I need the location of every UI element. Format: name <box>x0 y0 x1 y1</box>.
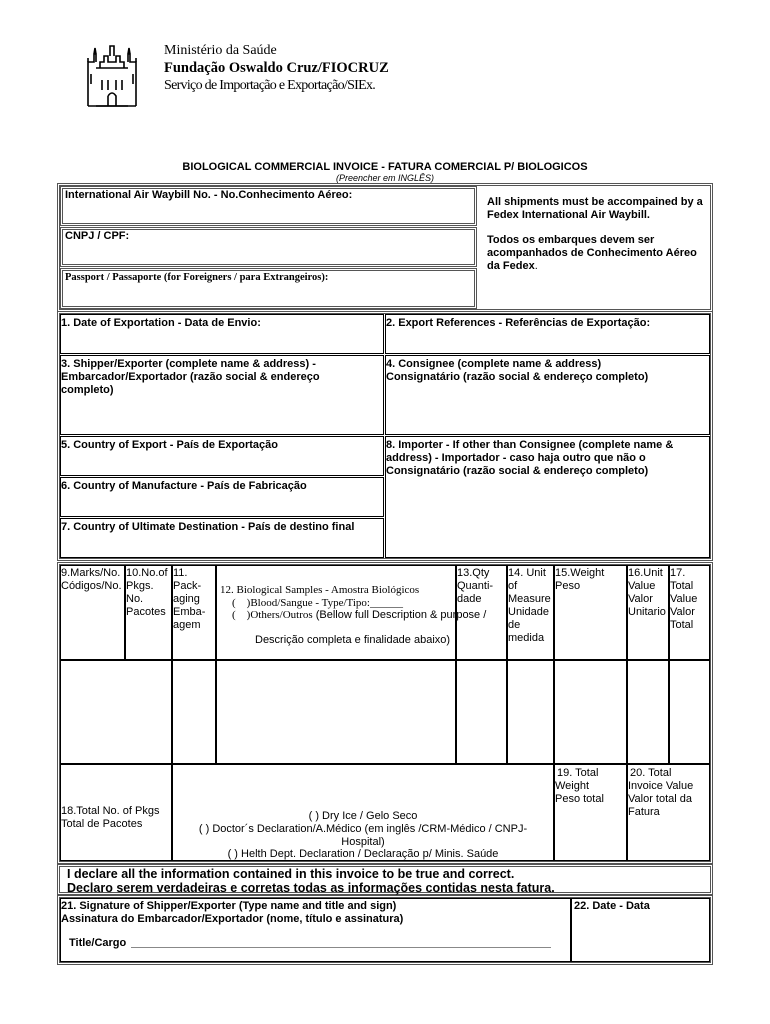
signature-label <box>61 900 403 926</box>
col-unit-label-a: 14. Unit <box>508 567 546 579</box>
field-4-label-b: Consignatário (razão social & endereço completo) <box>386 371 649 383</box>
col-total-label-b: Total <box>670 580 694 592</box>
field-country-manufacture[interactable] <box>60 477 384 517</box>
col-total-label-a: 17. <box>670 567 686 579</box>
row-qty-cell[interactable] <box>456 660 507 764</box>
col-total-label-d: Valor <box>670 606 695 618</box>
col-unit-label-d: Unidade <box>508 606 549 618</box>
field-5-label: 5. Country of Export - País de Exportação <box>61 439 278 451</box>
signature-label-b: Assinatura do Embarcador/Exportador (nome, título e assinatura) <box>61 913 404 925</box>
col-packaging-label-e: agem <box>173 619 201 631</box>
row-total-value-cell[interactable] <box>669 660 710 764</box>
doctor-declaration-a: ( ) Doctor´s Declaration/A.Médico (em inglês /CRM-Médico / CNPJ- <box>198 823 528 835</box>
col-weight-label <box>555 567 604 593</box>
total-weight-cell[interactable] <box>554 764 627 861</box>
row-samples-cell[interactable] <box>216 660 456 764</box>
col-qty-label-b: Quanti- <box>457 580 494 592</box>
title-cargo-line[interactable] <box>131 947 551 948</box>
col-total-label-c: Value <box>670 593 698 605</box>
field-6-label: 6. Country of Manufacture - País de Fabricação <box>61 480 307 492</box>
col-unit-value-label-d: Unitario <box>628 606 666 618</box>
field-1-label: 1. Date of Exportation - Data de Envio: <box>61 317 261 329</box>
notice-en: All shipments must be accompained by a Fedex International Air Waybill. <box>487 196 703 221</box>
total-weight-label-a: 19. Total <box>557 767 599 779</box>
col-samples-label-b: ( )Blood/Sangue - Type/Tipo:______ <box>232 597 403 609</box>
row-unit-value-cell[interactable] <box>627 660 669 764</box>
col-weight-label-b: Peso <box>555 580 581 592</box>
field-country-export[interactable] <box>60 436 384 476</box>
doctor-declaration-b: Hospital) <box>341 836 385 848</box>
col-pkgs-label <box>126 567 168 619</box>
col-unit-label-b: of <box>508 580 518 592</box>
total-pkgs-cell[interactable] <box>60 764 172 861</box>
row-unit-measure-cell[interactable] <box>507 660 554 764</box>
notice-pt-period: . <box>534 260 538 272</box>
col-packaging-label <box>173 567 205 632</box>
field-2-label: 2. Export References - Referências de Exportação: <box>386 317 651 329</box>
declaration-pt: Declaro serem verdadeiras e corretas todas as informações contidas nesta fatura. <box>67 881 555 895</box>
total-value-label-b: Invoice Value <box>628 780 694 792</box>
total-value-cell[interactable] <box>627 764 710 861</box>
col-packaging-header <box>172 565 216 660</box>
date-field[interactable] <box>571 898 710 962</box>
field-importer[interactable] <box>385 436 710 558</box>
ministry-name: Ministério da Saúde <box>164 43 277 58</box>
cnpj-label: CNPJ / CPF: <box>65 230 130 242</box>
title-cargo-label: Title/Cargo <box>69 937 127 949</box>
col-marks-header <box>60 565 125 660</box>
col-unit-value-label <box>628 567 666 619</box>
form-title: BIOLOGICAL COMMERCIAL INVOICE - FATURA COMERCIAL P/ BIOLOGICOS <box>182 161 588 173</box>
notice-pt-text: Todos os embarques devem ser acompanhados de Conhecimento Aéreo da Fedex <box>487 234 697 272</box>
form-subtitle: (Preencher em INGLÊS) <box>335 173 435 183</box>
field-8-label: 8. Importer - If other than Consignee (complete name & address) - Importador - caso haja outro que não o Consignatário (razão social & endereço completo) <box>386 439 674 477</box>
date-label: 22. Date - Data <box>574 900 650 912</box>
cnpj-field[interactable] <box>60 227 477 267</box>
col-marks-label <box>61 567 122 593</box>
dry-ice-option[interactable]: ( ) Dry Ice / Gelo Seco <box>308 810 418 822</box>
total-value-label <box>628 767 693 819</box>
waybill-label: International Air Waybill No. - No.Conhecimento Aéreo: <box>65 189 353 201</box>
total-weight-label <box>555 767 604 806</box>
col-unit-measure-header <box>507 565 554 660</box>
foundation-name: Fundação Oswaldo Cruz/FIOCRUZ <box>164 60 389 76</box>
field-consignee[interactable] <box>385 355 710 435</box>
health-dept-option[interactable]: ( ) Helth Dept. Declaration / Declaração p/ Minis. Saúde <box>227 848 499 860</box>
col-marks-label-a: 9.Marks/No. <box>61 567 121 579</box>
signature-field[interactable] <box>60 898 571 962</box>
col-pkgs-label-c: No. <box>126 593 144 605</box>
waybill-field[interactable] <box>60 186 477 226</box>
col-total-label-e: Total <box>670 619 694 631</box>
col-unit-measure-label <box>508 567 551 645</box>
col-unit-label-c: Measure <box>508 593 551 605</box>
doctor-declaration-option[interactable] <box>173 823 553 849</box>
col-weight-label-a: 15.Weight <box>555 567 605 579</box>
passport-field[interactable] <box>60 268 477 309</box>
field-shipper[interactable] <box>60 355 384 435</box>
col-unit-value-label-c: Valor <box>628 593 653 605</box>
col-pkgs-label-d: Pacotes <box>126 606 166 618</box>
row-marks-cell[interactable] <box>60 660 172 764</box>
col-total-value-header <box>669 565 710 660</box>
total-value-label-d: Fatura <box>628 806 660 818</box>
notice-pt <box>487 234 709 273</box>
col-qty-header <box>456 565 507 660</box>
fiocruz-logo <box>84 40 140 112</box>
total-weight-label-b: Weight <box>555 780 590 792</box>
service-name: Serviço de Importação e Exportação/SIEx. <box>164 78 376 93</box>
declarations-cell <box>172 764 554 861</box>
col-samples-label-a: 12. Biological Samples - Amostra Biológicos <box>220 584 420 596</box>
field-4-label-a: 4. Consignee (complete name & address) <box>386 358 602 370</box>
passport-label: Passport / Passaporte (for Foreigners / para Extrangeiros): <box>65 272 329 283</box>
col-qty-label-c: dade <box>457 593 482 605</box>
col-pkgs-label-b: Pkgs. <box>126 580 154 592</box>
col-weight-header <box>554 565 627 660</box>
col-unit-label-f: medida <box>508 632 545 644</box>
col-unit-value-label-a: 16.Unit <box>628 567 663 579</box>
col-packaging-label-b: Pack- <box>173 580 202 592</box>
field-country-destination[interactable] <box>60 518 384 558</box>
row-weight-cell[interactable] <box>554 660 627 764</box>
total-pkgs-label-b: Total de Pacotes <box>61 818 143 830</box>
col-qty-label-a: 13.Qty <box>457 567 490 579</box>
col-packaging-label-a: 11. <box>173 567 188 579</box>
col-qty-label <box>457 567 493 606</box>
col-pkgs-header <box>125 565 172 660</box>
col-pkgs-label-a: 10.No.of <box>126 567 168 579</box>
total-weight-label-c: Peso total <box>555 793 604 805</box>
col-packaging-label-d: Emba- <box>173 606 206 618</box>
col-samples-label-e: Descrição completa e finalidade abaixo) <box>255 634 451 646</box>
total-value-label-c: Valor total da <box>628 793 693 805</box>
field-date-exportation[interactable] <box>60 314 384 354</box>
declaration-box <box>57 864 713 895</box>
col-samples-description: (Bellow full Description & purpose / <box>312 609 487 621</box>
field-7-label: 7. Country of Ultimate Destination - País de destino final <box>61 521 355 533</box>
total-pkgs-label-a: 18.Total No. of Pkgs <box>61 805 160 817</box>
col-packaging-label-c: aging <box>173 593 200 605</box>
field-export-references[interactable] <box>385 314 710 354</box>
field-3-label: 3. Shipper/Exporter (complete name & address) - Embarcador/Exportador (razão social & endereço completo) <box>61 358 320 396</box>
col-total-value-label <box>670 567 697 632</box>
col-marks-label-b: Códigos/No. <box>61 580 122 592</box>
col-unit-value-label-b: Value <box>628 580 656 592</box>
fiocruz-castle-logo-icon <box>84 40 140 112</box>
col-unit-value-header <box>627 565 669 660</box>
row-packaging-cell[interactable] <box>172 660 216 764</box>
col-samples-others: ( )Others/Outros <box>232 609 313 621</box>
declaration-en: I declare all the information contained in this invoice to be true and correct. <box>67 867 515 881</box>
total-value-label-a: 20. Total <box>630 767 672 779</box>
col-unit-label-e: de <box>508 619 521 631</box>
col-samples-label-c <box>232 609 486 622</box>
total-pkgs-label <box>61 805 159 831</box>
signature-label-a: 21. Signature of Shipper/Exporter (Type name and title and sign) <box>61 900 397 912</box>
